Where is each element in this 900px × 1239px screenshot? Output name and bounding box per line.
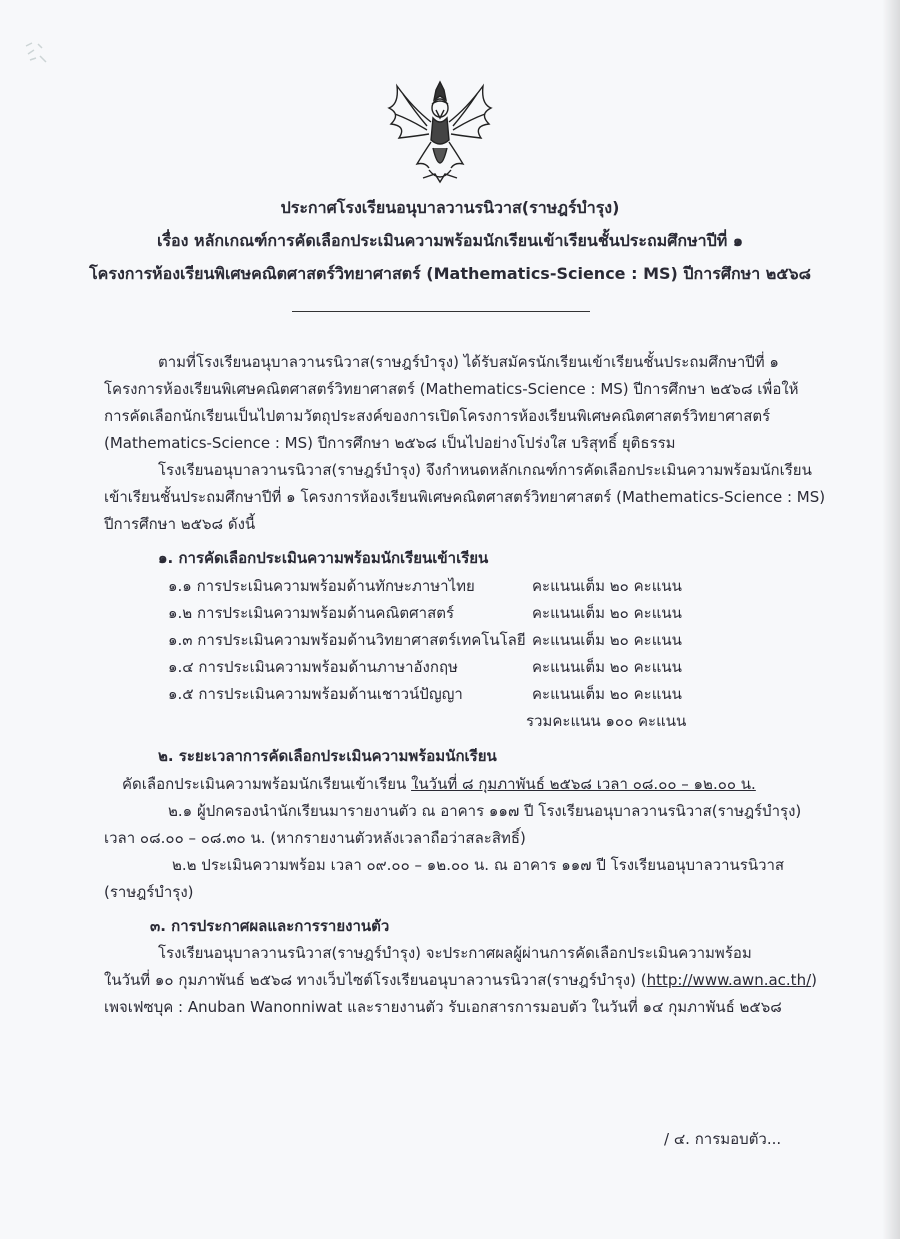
- staple-mark-icon: [22, 40, 50, 68]
- section-2-lead: [122, 772, 756, 796]
- score-item-value: คะแนนเต็ม ๒๐ คะแนน: [532, 658, 682, 676]
- section-2-heading: ๒. ระยะเวลาการคัดเลือกประเมินความพร้อมนักเรียน: [158, 747, 497, 765]
- intro-p2-line-3: ปีการศึกษา ๒๕๖๘ ดังนี้: [104, 515, 256, 533]
- score-item-value: คะแนนเต็ม ๒๐ คะแนน: [532, 577, 682, 595]
- title-line-3: โครงการห้องเรียนพิเศษคณิตศาสตร์วิทยาศาสตร์ (Mathematics-Science : MS) ปีการศึกษา ๒๕๖๘: [89, 264, 811, 283]
- page-edge-shadow: [882, 0, 900, 1239]
- section-2-lead-date: ในวันที่ ๘ กุมภาพันธ์ ๒๕๖๘ เวลา ๐๘.๐๐ – ๑๒.๐๐ น.: [411, 775, 756, 793]
- section-3-line-2: [104, 968, 817, 992]
- title-divider: [292, 311, 590, 312]
- section-2-item-2-line-1: ๒.๒ ประเมินความพร้อม เวลา ๐๙.๐๐ – ๑๒.๐๐ น. ณ อาคาร ๑๑๗ ปี โรงเรียนอนุบาลวานรนิวาส: [172, 856, 785, 874]
- section-3-line-1: โรงเรียนอนุบาลวานรนิวาส(ราษฎร์บำรุง) จะประกาศผลผู้ผ่านการคัดเลือกประเมินความพร้อม: [158, 944, 752, 962]
- score-item-label: ๑.๔ การประเมินความพร้อมด้านภาษาอังกฤษ: [168, 658, 458, 676]
- intro-p2-line-2: เข้าเรียนชั้นประถมศึกษาปีที่ ๑ โครงการห้องเรียนพิเศษคณิตศาสตร์วิทยาศาสตร์ (Mathematics-Science : MS): [104, 488, 826, 506]
- section-2-item-1-line-2: เวลา ๐๘.๐๐ – ๐๘.๓๐ น. (หากรายงานตัวหลังเวลาถือว่าสละสิทธิ์): [104, 829, 526, 847]
- section-3-line-3: เพจเฟซบุค : Anuban Wanonniwat และรายงานตัว รับเอกสารการมอบตัว ในวันที่ ๑๔ กุมภาพันธ์ ๒๕๖๘: [104, 998, 782, 1016]
- section-3-line-2-text: ในวันที่ ๑๐ กุมภาพันธ์ ๒๕๖๘ ทางเว็บไซต์โรงเรียนอนุบาลวานรนิวาส(ราษฎร์บำรุง) (: [104, 971, 647, 989]
- score-item-value: คะแนนเต็ม ๒๐ คะแนน: [532, 631, 682, 649]
- intro-p2-line-1: โรงเรียนอนุบาลวานรนิวาส(ราษฎร์บำรุง) จึงกำหนดหลักเกณฑ์การคัดเลือกประเมินความพร้อมนักเรียน: [158, 461, 812, 479]
- intro-p1-line-4: (Mathematics-Science : MS) ปีการศึกษา ๒๕๖๘ เป็นไปอย่างโปร่งใส บริสุทธิ์ ยุติธรรม: [104, 434, 676, 452]
- score-item-label: ๑.๕ การประเมินความพร้อมด้านเชาวน์ปัญญา: [168, 685, 463, 703]
- score-total: รวมคะแนน ๑๐๐ คะแนน: [526, 712, 687, 730]
- score-item-value: คะแนนเต็ม ๒๐ คะแนน: [532, 685, 682, 703]
- garuda-emblem-icon: [383, 78, 497, 188]
- intro-p1-line-1: ตามที่โรงเรียนอนุบาลวานรนิวาส(ราษฎร์บำรุง) ได้รับสมัครนักเรียนเข้าเรียนชั้นประถมศึกษาปีที่ ๑: [158, 353, 779, 371]
- title-line-1: ประกาศโรงเรียนอนุบาลวานรนิวาส(ราษฎร์บำรุง): [280, 198, 620, 217]
- intro-p1-line-3: การคัดเลือกนักเรียนเป็นไปตามวัตถุประสงค์ของการเปิดโครงการห้องเรียนพิเศษคณิตศาสตร์วิทยาศาสตร์: [104, 407, 771, 425]
- section-2-lead-text: คัดเลือกประเมินความพร้อมนักเรียนเข้าเรียน: [122, 775, 412, 793]
- section-1-heading: ๑. การคัดเลือกประเมินความพร้อมนักเรียนเข้าเรียน: [158, 549, 489, 567]
- section-2-item-2-line-2: (ราษฎร์บำรุง): [104, 883, 194, 901]
- title-line-2: เรื่อง หลักเกณฑ์การคัดเลือกประเมินความพร้อมนักเรียนเข้าเรียนชั้นประถมศึกษาปีที่ ๑: [156, 231, 744, 250]
- school-website-link[interactable]: http://www.awn.ac.th/: [646, 971, 812, 989]
- score-item-label: ๑.๑ การประเมินความพร้อมด้านทักษะภาษาไทย: [168, 577, 475, 595]
- score-item-label: ๑.๓ การประเมินความพร้อมด้านวิทยาศาสตร์เทคโนโลยี: [168, 631, 526, 649]
- section-3-line-2-close: ): [811, 971, 817, 989]
- score-item-label: ๑.๒ การประเมินความพร้อมด้านคณิตศาสตร์: [168, 604, 455, 622]
- section-3-heading: ๓. การประกาศผลและการรายงานตัว: [150, 917, 390, 935]
- continued-note: / ๔. การมอบตัว...: [664, 1130, 782, 1148]
- score-item-value: คะแนนเต็ม ๒๐ คะแนน: [532, 604, 682, 622]
- intro-p1-line-2: โครงการห้องเรียนพิเศษคณิตศาสตร์วิทยาศาสตร์ (Mathematics-Science : MS) ปีการศึกษา ๒๕๖๘ เพื่อให้: [104, 380, 799, 398]
- section-2-item-1-line-1: ๒.๑ ผู้ปกครองนำนักเรียนมารายงานตัว ณ อาคาร ๑๑๗ ปี โรงเรียนอนุบาลวานรนิวาส(ราษฎร์บำรุง): [168, 802, 802, 820]
